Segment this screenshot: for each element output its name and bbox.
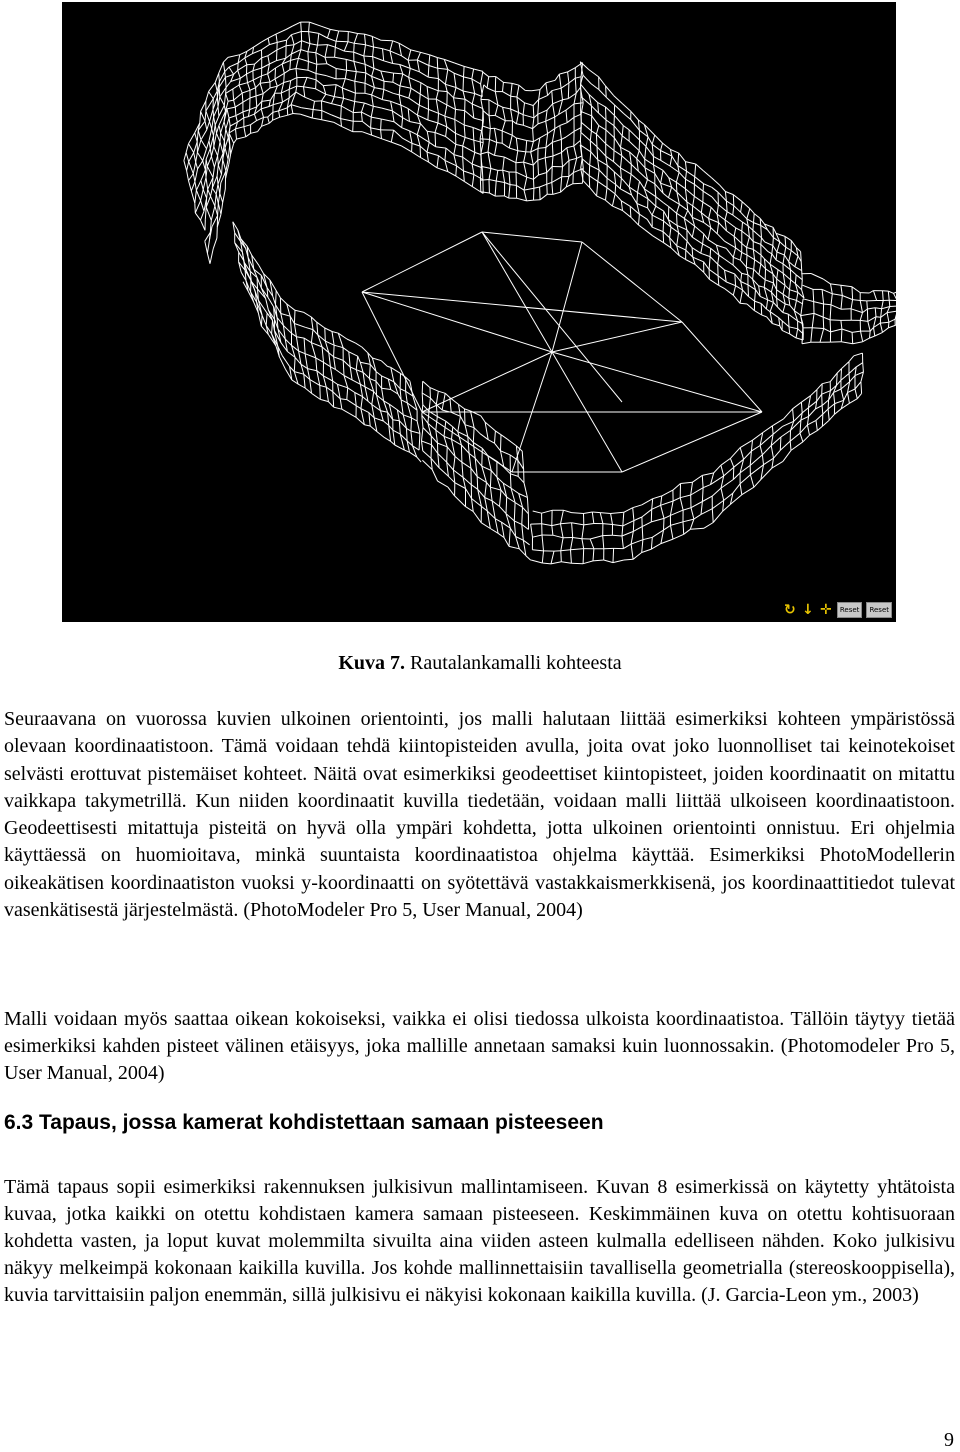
viewer-toolbar <box>783 602 892 618</box>
caption-label: Kuva 7. <box>338 652 405 674</box>
paragraph-external-orientation: Seuraavana on vuorossa kuvien ulkoinen orientointi, jos malli halutaan liittää esimerkiksi kohteen ympäristössä olevaan koordinaatistoon. Tämä voidaan tehdä kiintopisteiden avulla, joita ovat joko luonnolliset tai keinotekoiset selvästi erottuvat pistemäiset kohteet. Näitä ovat esimerkiksi geodeettiset kiintopisteet, joiden koordinaatit on mitattu vaikkapa takymetrillä. Kun niiden koordinaatit kuvilla tiedetään, voidaan malli liittää ulkoiseen koordinaatistoon. Geodeettisesti mitattuja pisteitä on hyvä olla ympäri kohdetta, jotta ulkoinen orientointi onnistuu. Eri ohjelmia käyttäessä on huomioitava, minkä suuntaista koordinaatistoa ohjelma käyttää. Esimerkiksi PhotoModellerin oikeakätisen koordinaatiston vuoksi y-koordinaatti on syötettävä vastakkaismerkkisenä, jos koordinaattitiedot tulevat vasenkätisestä järjestelmästä. (PhotoModeler Pro 5, User Manual, 2004) <box>4 706 955 924</box>
reset-button-2[interactable]: Reset <box>866 602 892 618</box>
reset-button-1[interactable]: Reset <box>837 602 863 618</box>
paragraph-facade-case: Tämä tapaus sopii esimerkiksi rakennuksen julkisivun mallintamiseen. Kuvan 8 esimerkissä on käytetty yhtätoista kuvaa, jotka kaikki on otettu kohdistaen kamera samaan pisteeseen. Keskimmäinen kuva on otettu kohtisuoraan kohdetta vasten, ja loput kuvat molemmilta sivuilta aina viiden asteen kulmalla edelliseen nähden. Koko julkisivu näkyy melkeimpä kokonaan kaikilla kuvilla. Jos kohde mallinnettaisiin tavallisella geometrialla (stereoskooppisella), kuvia tarvittaisiin paljon enemmän, sillä julkisivu ei näkyisi kokonaan kaikilla kuvilla. (J. Garcia-Leon ym., 2003) <box>4 1174 955 1309</box>
wireframe-figure <box>62 2 896 622</box>
pan-icon[interactable]: ✛ <box>819 603 833 617</box>
wireframe-model-image <box>62 2 896 622</box>
rotate-icon[interactable]: ↻ <box>783 603 797 617</box>
paragraph-scaling: Malli voidaan myös saattaa oikean kokoiseksi, vaikka ei olisi tiedossa ulkoista koordinaatistoa. Tällöin täytyy tietää esimerkiksi kahden pisteet välinen etäisyys, joka mallille annetaan samaksi kuin luonnossakin. (Photomodeler Pro 5, User Manual, 2004) <box>4 1006 955 1087</box>
section-heading: 6.3 Tapaus, jossa kamerat kohdistettaan samaan pisteeseen <box>4 1108 604 1138</box>
figure-caption <box>0 650 960 676</box>
caption-text: Rautalankamalli kohteesta <box>410 652 622 674</box>
move-down-icon[interactable]: ↓ <box>801 603 815 617</box>
page-number: 9 <box>944 1428 954 1452</box>
